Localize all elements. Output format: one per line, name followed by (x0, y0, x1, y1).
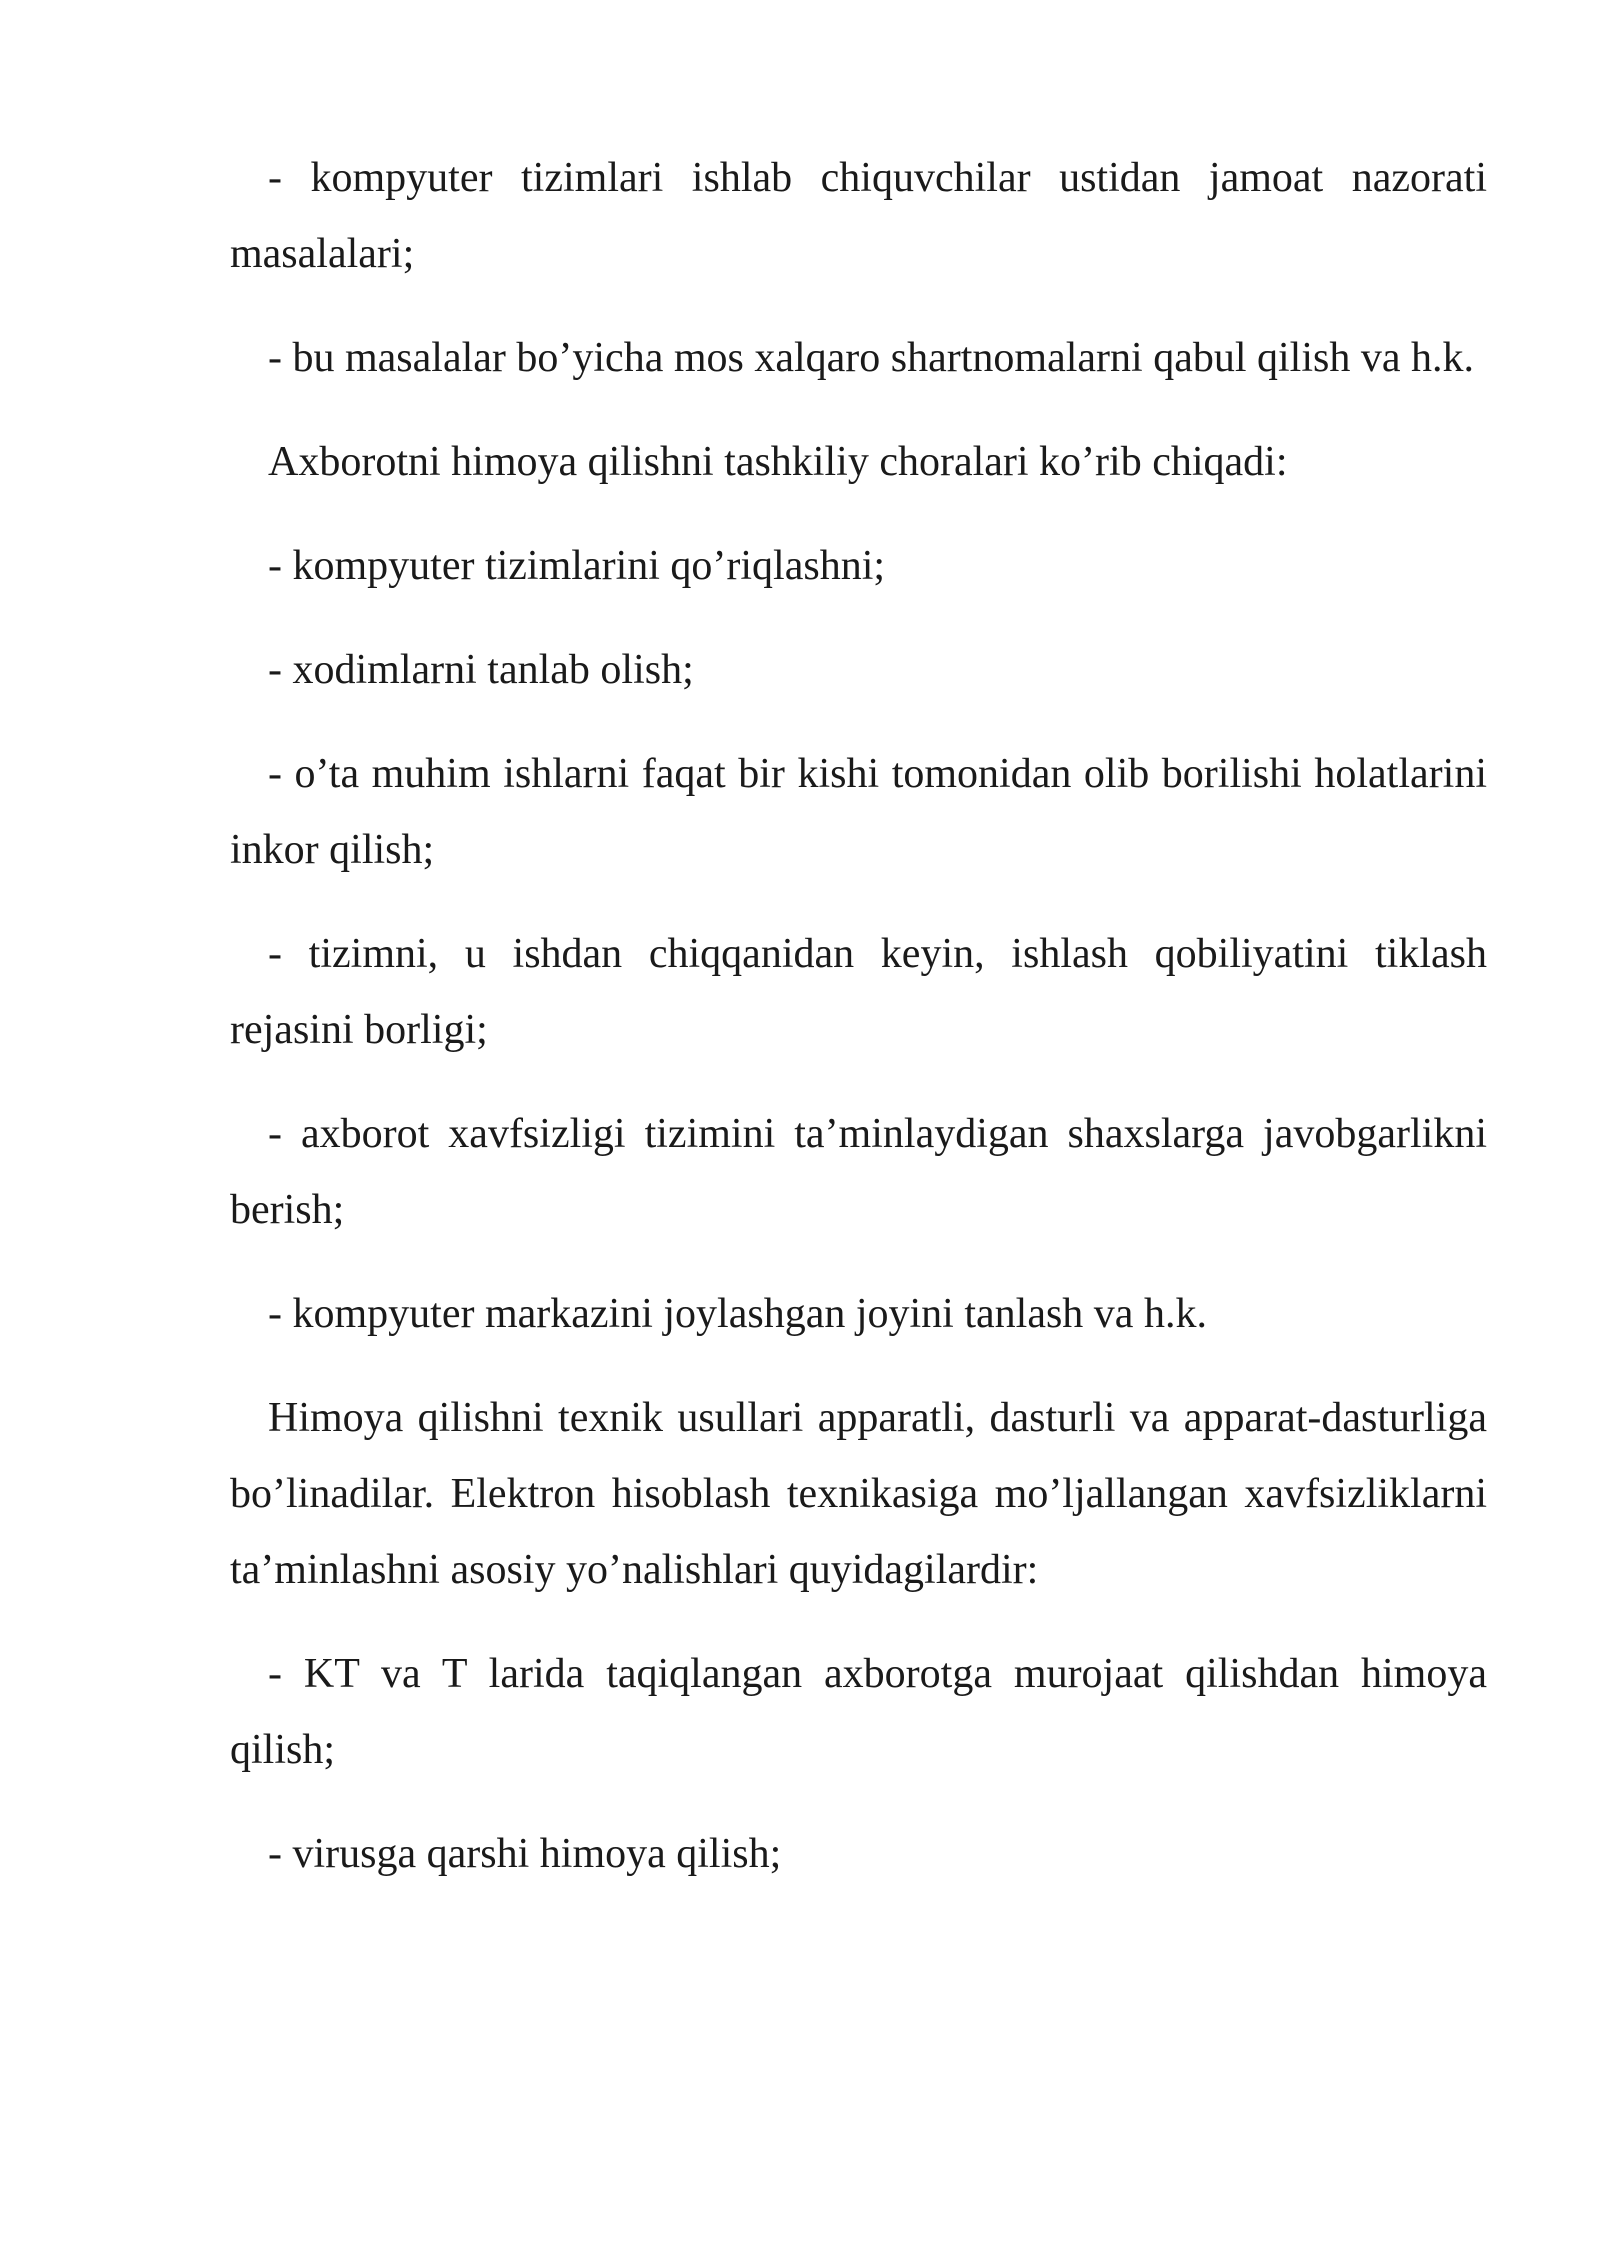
paragraph-1: - kompyuter tizimlari ishlab chiquvchilar ustidan jamoat nazorati masalalari; (230, 155, 1487, 277)
paragraph-4: - kompyuter tizimlarini qo’riqlashni; (268, 543, 886, 589)
paragraph-3: Axborotni himoya qilishni tashkiliy choralari ko’rib chiqadi: (268, 439, 1288, 485)
paragraph-10: Himoya qilishni texnik usullari apparatli, dasturli va apparat-dasturliga bo’linadilar. Elektron hisoblash texnikasiga mo’ljallangan xavfsizliklarni ta’minlashni asosiy yo’nalishlari quyidagilardir: (230, 1395, 1487, 1593)
document-page (230, 140, 1487, 1920)
paragraph-8: - axborot xavfsizligi tizimini ta’minlaydigan shaxslarga javobgarlikni berish; (230, 1111, 1487, 1233)
paragraph-11: - KT va T larida taqiqlangan axborotga murojaat qilishdan himoya qilish; (230, 1651, 1487, 1773)
paragraph-2: - bu masalalar bo’yicha mos xalqaro shartnomalarni qabul qilish va h.k. (268, 335, 1475, 381)
paragraph-5: - xodimlarni tanlab olish; (268, 647, 694, 693)
paragraph-7: - tizimni, u ishdan chiqqanidan keyin, ishlash qobiliyatini tiklash rejasini borligi; (230, 931, 1487, 1053)
paragraph-12: - virusga qarshi himoya qilish; (268, 1831, 782, 1877)
paragraph-9: - kompyuter markazini joylashgan joyini tanlash va h.k. (268, 1291, 1207, 1337)
paragraph-6: - o’ta muhim ishlarni faqat bir kishi tomonidan olib borilishi holatlarini inkor qilish; (230, 751, 1487, 873)
